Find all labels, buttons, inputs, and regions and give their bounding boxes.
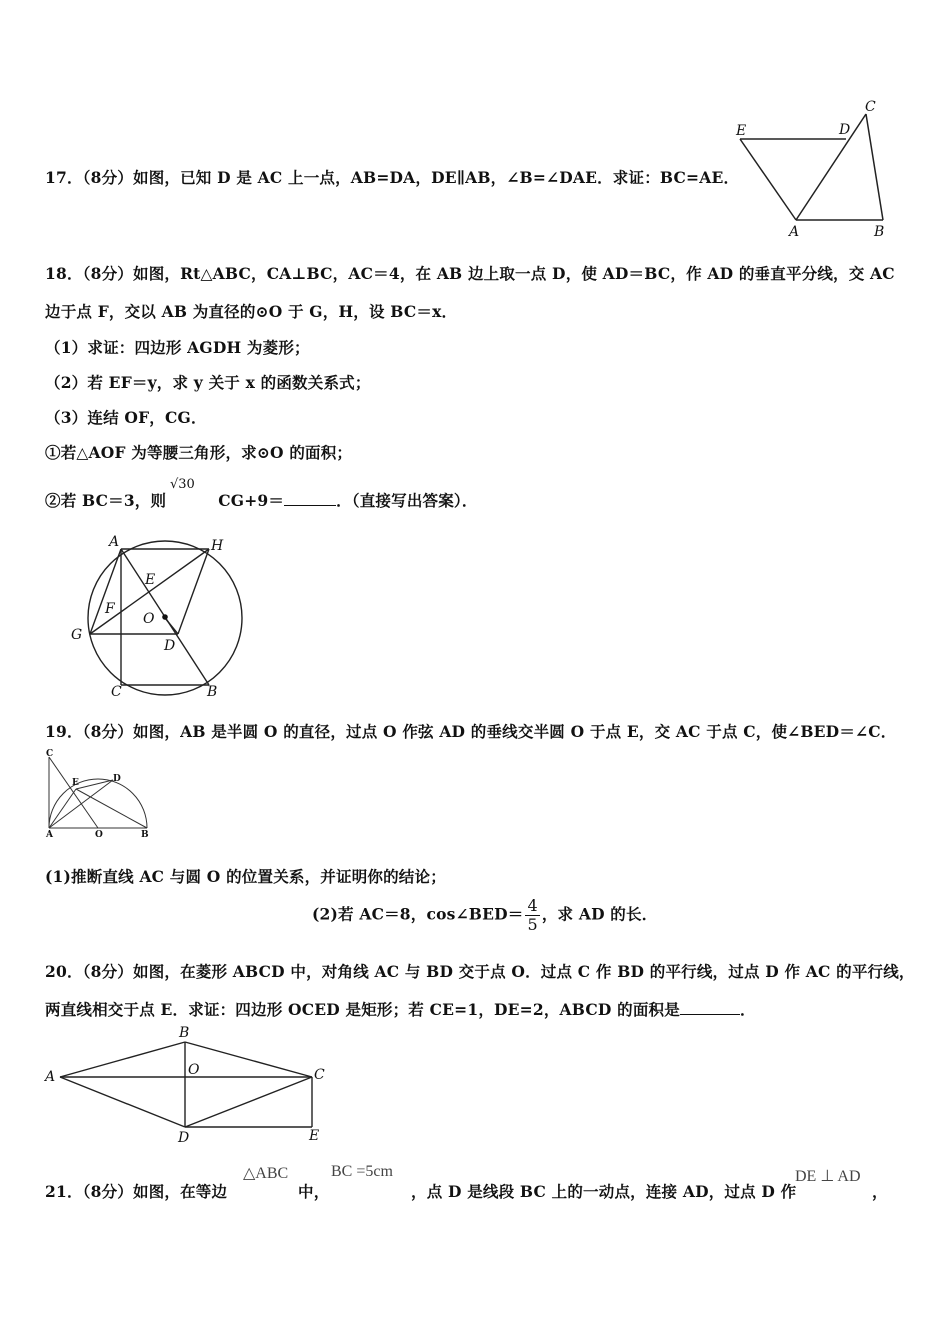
label-b: B	[179, 1025, 190, 1041]
q18-sub2-b: CG+9＝	[218, 491, 285, 510]
label-a: A	[789, 224, 800, 240]
label-c: C	[46, 749, 54, 759]
q18-part1: （1）求证：四边形 AGDH 为菱形；	[45, 338, 310, 357]
label-b: B	[141, 830, 149, 840]
q21-a: 21．（8分）如图，在等边	[45, 1182, 228, 1201]
label-e: E	[72, 778, 79, 788]
label-e: E	[145, 572, 156, 588]
label-o: O	[95, 830, 103, 840]
q17-figure	[728, 96, 898, 241]
q19-figure	[43, 748, 155, 840]
label-a: A	[46, 830, 53, 840]
label-d: D	[113, 774, 121, 784]
q18-sub1: ①若△AOF 为等腰三角形，求⊙O 的面积；	[45, 443, 353, 462]
q19-part2-b: ，求 AD 的长．	[541, 904, 658, 924]
answer-blank[interactable]	[284, 505, 336, 506]
q20-figure	[40, 1022, 340, 1147]
label-e: E	[736, 123, 747, 139]
q18-figure	[65, 533, 250, 703]
q21-c: ，点 D 是线段 BC 上的一动点，连接 AD，过点 D 作	[411, 1182, 797, 1201]
label-d: D	[839, 122, 851, 138]
q19-part2-a: (2)若 AC＝8，cos∠BED＝	[312, 904, 524, 924]
q19-part2	[312, 897, 657, 934]
label-o: O	[188, 1062, 200, 1078]
fraction-4-5: $\frac{4}{5}$	[527, 896, 538, 934]
q18-sub2	[45, 489, 478, 511]
q21-b: 中，	[298, 1182, 330, 1201]
label-h: H	[211, 538, 224, 554]
q18-sub2-a: ②若 BC＝3，则	[45, 491, 167, 510]
sqrt-30: √30	[170, 477, 195, 492]
q18-part3: （3）连结 OF，CG．	[45, 408, 207, 427]
label-d: D	[178, 1130, 190, 1146]
label-b: B	[874, 224, 885, 240]
label-d: D	[164, 638, 176, 654]
q18-part2: （2）若 EF＝y，求 y 关于 x 的函数关系式；	[45, 373, 371, 392]
q19-line1: 19．（8分）如图，AB 是半圆 O 的直径，过点 O 作弦 AD 的垂线交半圆 O 于点 E，交 AC 于点 C，使∠BED＝∠C．	[45, 722, 897, 741]
label-o: O	[143, 611, 155, 627]
label-g: G	[71, 627, 83, 643]
q21-abc: △ABC	[243, 1165, 289, 1182]
q19-part1: (1)推断直线 AC 与圆 O 的位置关系，并证明你的结论；	[45, 867, 446, 886]
label-c: C	[111, 684, 122, 700]
label-e: E	[309, 1128, 320, 1144]
q21-d: ，	[872, 1182, 888, 1201]
label-f: F	[105, 601, 115, 617]
q18-sub2-c: ．（直接写出答案）．	[336, 491, 478, 510]
answer-blank[interactable]	[680, 1014, 740, 1015]
label-b: B	[207, 684, 218, 700]
label-a: A	[45, 1069, 56, 1085]
label-c: C	[314, 1067, 325, 1083]
q18-line2: 边于点 F，交以 AB 为直径的⊙O 于 G，H，设 BC＝x．	[45, 302, 458, 321]
q21-de: DE ⊥ AD	[795, 1168, 861, 1185]
label-a: A	[109, 534, 120, 550]
q21-bc: BC =5cm	[331, 1163, 393, 1180]
q18-line1: 18．（8分）如图，Rt△ABC，CA⊥BC，AC＝4，在 AB 边上取一点 D，使 AD＝BC，作 AD 的垂直平分线，交 AC	[45, 264, 895, 283]
q20-line2: 两直线相交于点 E．求证：四边形 OCED 是矩形；若 CE=1，DE=2，ABCD 的面积是 ．	[45, 1000, 756, 1019]
label-c: C	[865, 99, 876, 115]
q17-text: 17．（8分）如图，已知 D 是 AC 上一点，AB=DA，DE∥AB，∠B=∠DAE．求证：BC=AE．	[45, 168, 740, 187]
q20-line1: 20．（8分）如图，在菱形 ABCD 中，对角线 AC 与 BD 交于点 O．过点 C 作 BD 的平行线，过点 D 作 AC 的平行线，	[45, 962, 915, 981]
